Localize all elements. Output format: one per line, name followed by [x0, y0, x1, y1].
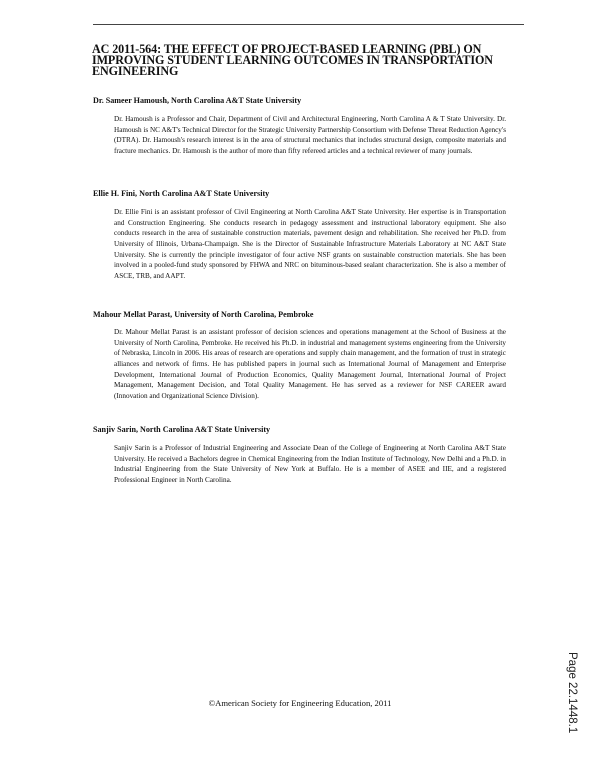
copyright-icon: © [208, 698, 216, 708]
copyright-text: American Society for Engineering Education, 2011 [215, 698, 392, 708]
paper-title: AC 2011-564: THE EFFECT OF PROJECT-BASED LEARNING (PBL) ON IMPROVING STUDENT LEARNING OUTCOMES IN TRANSPORTATION ENGINEERING [92, 42, 493, 79]
page-stamp: Page 22.1448.1 [566, 652, 578, 734]
footer-copyright [0, 697, 600, 709]
author-name-hamoush: Dr. Sameer Hamoush, North Carolina A&T State University [93, 96, 302, 105]
author-bio-hamoush: Dr. Hamoush is a Professor and Chair, Department of Civil and Architectural Engineering, North Carolina A & T State University. Dr. Hamoush is NC A&T's Technical Director for the Strategic University Partnership Consortium with Defense Threat Reduction Agency's (DTRA). Dr. Hamoush's research interest is in the area of structural mechanics that includes structural design, composite materials and fracture mechanics. Dr. Hamoush is the author of more than fifty refereed articles and a technical reviewer of many journals. [114, 115, 506, 155]
author-name-fini: Ellie H. Fini, North Carolina A&T State University [93, 189, 270, 198]
author-bio-sarin: Sanjiv Sarin is a Professor of Industrial Engineering and Associate Dean of the College of Engineering at North Carolina A&T State University. He received a Bachelors degree in Chemical Engineering from the Indian Institute of Technology, New Delhi and a Ph.D. in Industrial Engineering from the State University of New York at Buffalo. He is a member of ASEE and IIE, and a registered Professional Engineer in North Carolina. [114, 444, 506, 484]
author-bio-fini: Dr. Ellie Fini is an assistant professor of Civil Engineering at North Carolina A&T State University. Her expertise is in Transportation and Construction Engineering. She conducts research in pedagogy assessment and instructional laboratory equipment. She also conducts research in the area of sustainable construction materials, pavement design and rehabilitation. She received her Ph.D. from University of Illinois, Urbana-Champaign. She is the Director of Sustainable Infrastructure Materials Laboratory at NC A&T State University. She is currently the principle investigator of four active NSF grants on sustainable construction materials. She has been involved in a pooled-fund study sponsored by FHWA and NRC on bituminous-based sealant characterization. She is also a member of ASCE, TRB, and AAPT. [114, 208, 506, 280]
author-name-sarin: Sanjiv Sarin, North Carolina A&T State University [93, 425, 271, 434]
author-name-parast: Mahour Mellat Parast, University of North Carolina, Pembroke [93, 310, 314, 319]
top-rule [93, 24, 524, 25]
author-bio-parast: Dr. Mahour Mellat Parast is an assistant professor of decision sciences and operations management at the School of Business at the University of North Carolina, Pembroke. He received his Ph.D. in industrial and management systems engineering from the University of Nebraska, Lincoln in 2006. His areas of research are operations and supply chain management, and the formation of trust in strategic alliances and network of firms. He has published papers in journal such as International Journal of Management and Enterprise Development, International Journal of Production Economics, Quality Management Journal, International Journal of Project Management, Management Decision, and Total Quality Management. He has served as a reviewer for NSF CAREER award (Innovation and Organizational Science Division). [114, 328, 506, 400]
